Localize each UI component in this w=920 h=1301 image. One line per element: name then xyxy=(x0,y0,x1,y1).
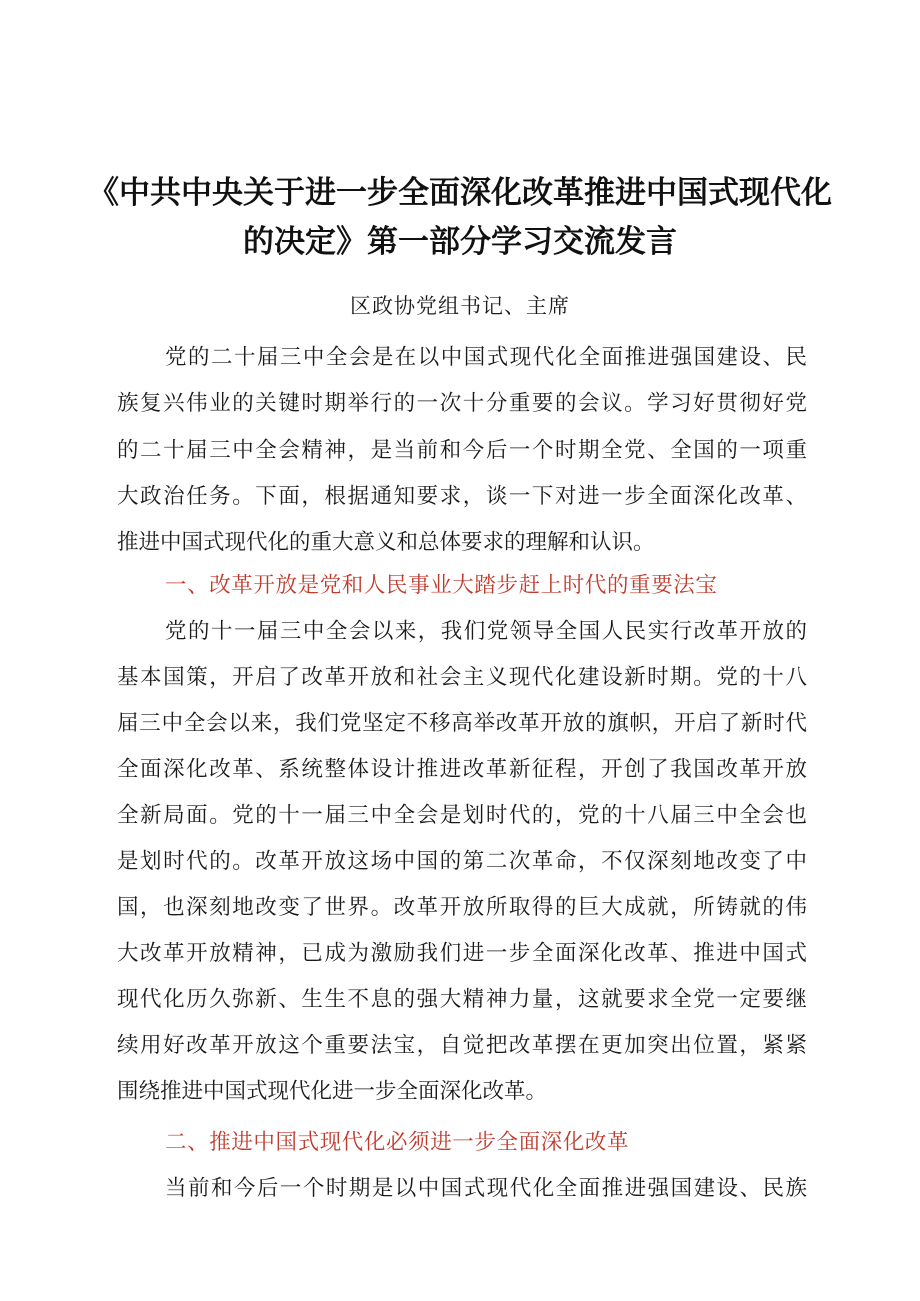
paragraph-line: 推进中国式现代化的重大意义和总体要求的理解和认识。 xyxy=(117,530,655,555)
paragraph-line: 围绕推进中国式现代化进一步全面深化改革。 xyxy=(117,1079,548,1104)
section-heading-1: 一、改革开放是党和人民事业大踏步赶上时代的重要法宝 xyxy=(165,573,718,598)
paragraph-line: 现代化历久弥新、生生不息的强大精神力量，这就要求全党一定要继 xyxy=(117,987,807,1012)
document-author: 区政协党组书记、主席 xyxy=(350,294,570,318)
paragraph-line: 全新局面。党的十一届三中全会是划时代的，党的十八届三中全会也 xyxy=(117,803,807,828)
paragraph-line: 族复兴伟业的关键时期举行的一次十分重要的会议。学习好贯彻好党 xyxy=(117,391,807,416)
paragraph-line: 续用好改革开放这个重要法宝，自觉把改革摆在更加突出位置，紧紧 xyxy=(117,1033,807,1058)
paragraph-line: 当前和今后一个时期是以中国式现代化全面推进强国建设、民族 xyxy=(165,1176,807,1201)
paragraph-line: 党的十一届三中全会以来，我们党领导全国人民实行改革开放的 xyxy=(165,619,807,644)
paragraph-line: 大政治任务。下面，根据通知要求，谈一下对进一步全面深化改革、 xyxy=(117,484,807,509)
paragraph-line: 国，也深刻地改变了世界。改革开放所取得的巨大成就，所铸就的伟 xyxy=(117,895,807,920)
section-heading-2: 二、推进中国式现代化必须进一步全面深化改革 xyxy=(165,1130,630,1155)
document-title-line-1: 《中共中央关于进一步全面深化改革推进中国式现代化 xyxy=(88,175,832,211)
paragraph-line: 全面深化改革、系统整体设计推进改革新征程，开创了我国改革开放 xyxy=(117,757,807,782)
paragraph-line: 基本国策，开启了改革开放和社会主义现代化建设新时期。党的十八 xyxy=(117,665,807,690)
paragraph-line: 届三中全会以来，我们党坚定不移高举改革开放的旗帜，开启了新时代 xyxy=(117,711,807,736)
paragraph-line: 是划时代的。改革开放这场中国的第二次革命，不仅深刻地改变了中 xyxy=(117,849,807,874)
paragraph-line: 党的二十届三中全会是在以中国式现代化全面推进强国建设、民 xyxy=(165,345,807,370)
paragraph-line: 的二十届三中全会精神，是当前和今后一个时期全党、全国的一项重 xyxy=(117,438,807,463)
paragraph-line: 大改革开放精神，已成为激励我们进一步全面深化改革、推进中国式 xyxy=(117,941,807,966)
document-title-line-2: 的决定》第一部分学习交流发言 xyxy=(243,224,677,260)
